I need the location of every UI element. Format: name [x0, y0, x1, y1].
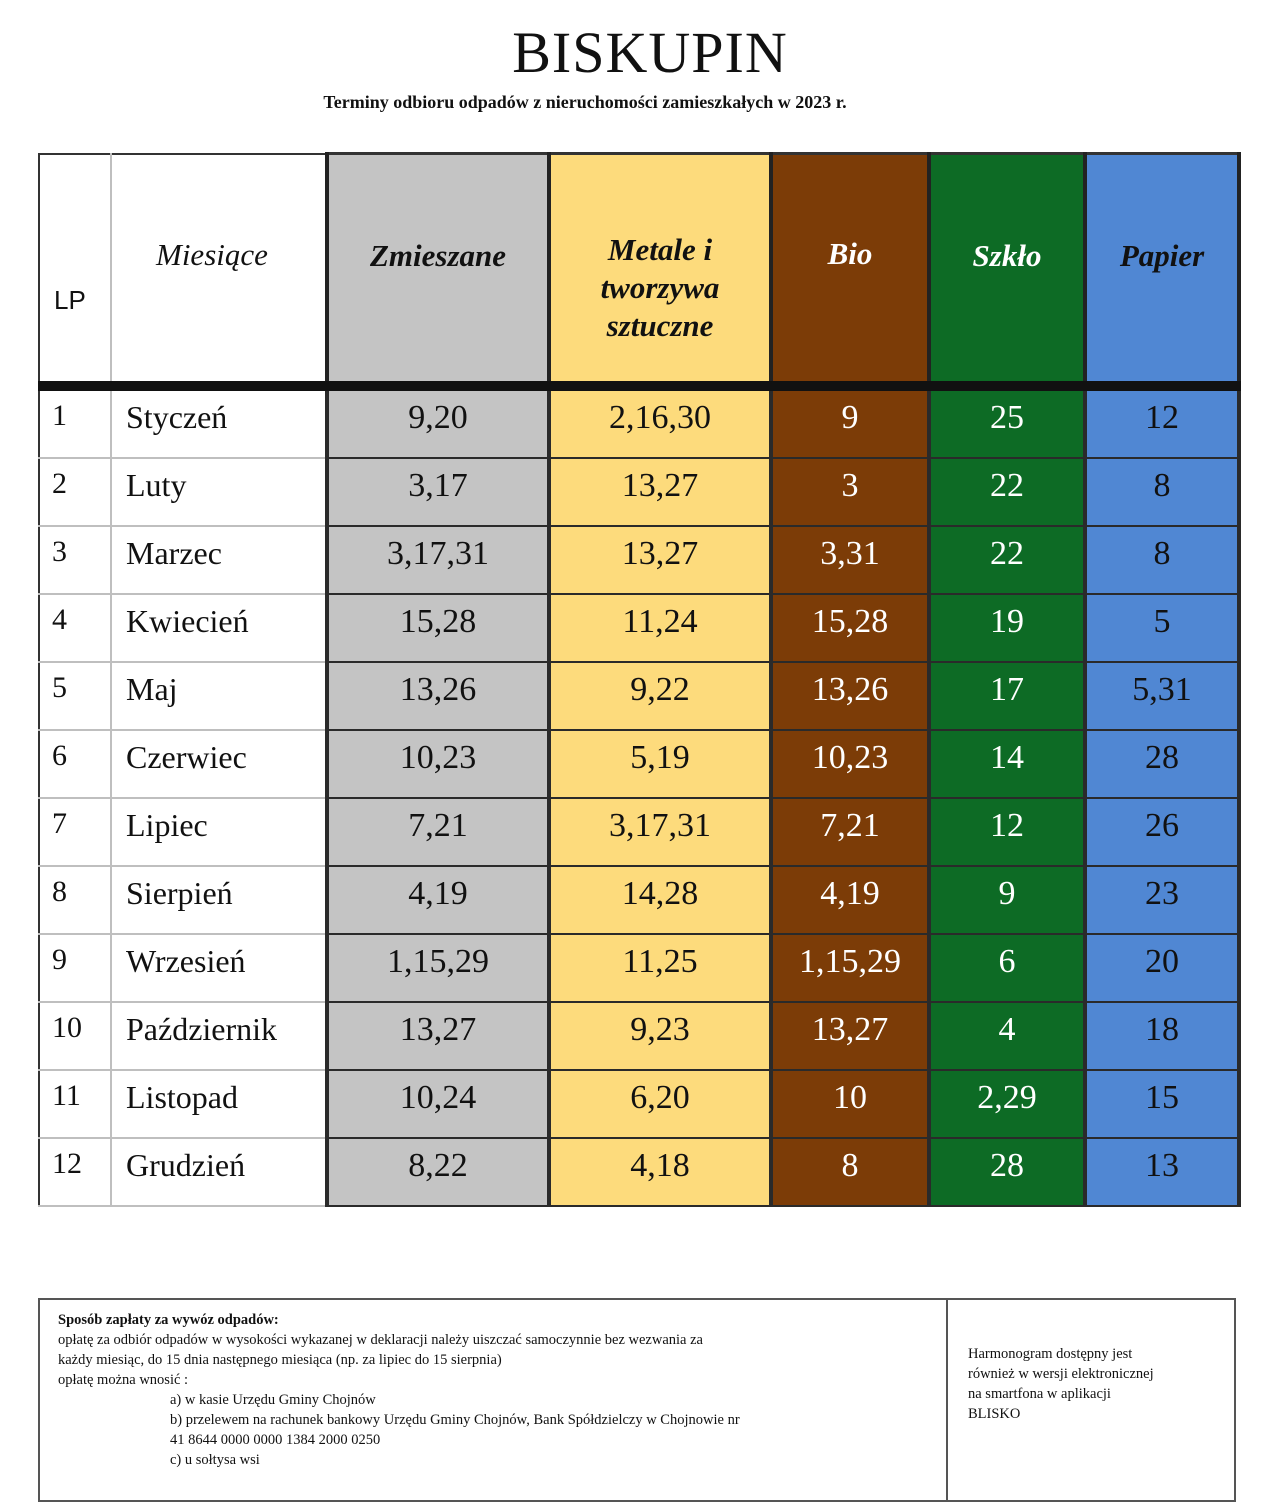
paper-value: 12: [1145, 399, 1179, 436]
mixed-cell: [327, 458, 549, 526]
mixed-value: 10,24: [399, 1079, 477, 1116]
header-metal-line1: Metale i: [607, 232, 713, 267]
glass-cell: [929, 1070, 1085, 1138]
metal-cell: [549, 386, 771, 458]
lp-cell: [39, 526, 111, 594]
paper-cell: [1085, 1002, 1239, 1070]
lp-value: 6: [52, 739, 67, 772]
paper-value: 13: [1145, 1147, 1179, 1184]
paper-cell: [1085, 934, 1239, 1002]
paper-value: 28: [1145, 739, 1179, 776]
table-row: [39, 1138, 1239, 1206]
lp-cell: [39, 594, 111, 662]
lp-value: 12: [52, 1147, 82, 1180]
glass-value: 22: [990, 535, 1024, 572]
mixed-cell: [327, 386, 549, 458]
month-value: Marzec: [126, 535, 222, 571]
glass-value: 17: [990, 671, 1024, 708]
mixed-value: 13,27: [399, 1011, 477, 1048]
metal-cell: [549, 1138, 771, 1206]
mixed-value: 15,28: [399, 603, 477, 640]
payment-line: opłatę za odbiór odpadów w wysokości wykazanej w deklaracji należy uiszczać samoczynnie bez wezwania za: [58, 1332, 703, 1348]
metal-cell: [549, 526, 771, 594]
note-line: Harmonogram dostępny jest: [968, 1346, 1133, 1362]
metal-value: 2,16,30: [609, 399, 711, 436]
table-row: [39, 798, 1239, 866]
month-cell: [111, 594, 327, 662]
glass-cell: [929, 798, 1085, 866]
paper-value: 26: [1145, 807, 1179, 844]
lp-cell: [39, 866, 111, 934]
metal-value: 13,27: [621, 535, 699, 572]
glass-value: 25: [990, 399, 1024, 436]
mixed-value: 9,20: [408, 399, 468, 436]
metal-value: 3,17,31: [609, 807, 711, 844]
mixed-cell: [327, 1138, 549, 1206]
payment-info: [40, 1300, 948, 1500]
lp-value: 9: [52, 943, 67, 976]
mixed-value: 3,17: [408, 467, 468, 504]
table-row: [39, 934, 1239, 1002]
bio-value: 3: [841, 467, 859, 504]
paper-cell: [1085, 866, 1239, 934]
lp-value: 5: [52, 671, 67, 704]
lp-value: 10: [52, 1011, 82, 1044]
lp-value: 3: [52, 535, 67, 568]
bio-cell: [771, 458, 929, 526]
bio-value: 1,15,29: [799, 943, 901, 980]
glass-cell: [929, 594, 1085, 662]
bio-cell: [771, 662, 929, 730]
metal-cell: [549, 1070, 771, 1138]
metal-cell: [549, 730, 771, 798]
glass-cell: [929, 866, 1085, 934]
header-month: Miesiące: [156, 236, 268, 272]
header-bio: Bio: [827, 236, 873, 271]
header-paper: Papier: [1119, 238, 1205, 273]
glass-value: 12: [990, 807, 1024, 844]
bio-value: 10,23: [811, 739, 889, 776]
document-title: BISKUPIN: [512, 20, 788, 85]
metal-value: 11,24: [622, 603, 698, 640]
month-cell: [111, 798, 327, 866]
month-value: Grudzień: [126, 1147, 246, 1183]
paper-value: 18: [1145, 1011, 1179, 1048]
month-cell: [111, 386, 327, 458]
mixed-cell: [327, 526, 549, 594]
info-box: [38, 1298, 1236, 1502]
lp-cell: [39, 662, 111, 730]
paper-value: 23: [1145, 875, 1179, 912]
bio-cell: [771, 594, 929, 662]
month-value: Listopad: [126, 1079, 238, 1115]
payment-title: Sposób zapłaty za wywóz odpadów:: [58, 1312, 279, 1328]
lp-cell: [39, 1138, 111, 1206]
payment-option-b: b) przelewem na rachunek bankowy Urzędu Gminy Chojnów, Bank Spółdzielczy w Chojnowie nr: [170, 1412, 740, 1428]
lp-value: 11: [52, 1079, 81, 1112]
month-value: Lipiec: [126, 807, 208, 843]
month-value: Wrzesień: [126, 943, 246, 979]
header-glass-cell: [929, 154, 1085, 387]
bio-cell: [771, 1138, 929, 1206]
metal-cell: [549, 934, 771, 1002]
paper-cell: [1085, 594, 1239, 662]
document-subtitle: Terminy odbioru odpadów z nieruchomości zamieszkałych w 2023 r.: [323, 92, 847, 112]
metal-cell: [549, 1002, 771, 1070]
note-line: BLISKO: [968, 1406, 1021, 1422]
mixed-cell: [327, 798, 549, 866]
mixed-value: 13,26: [399, 671, 477, 708]
bio-cell: [771, 1070, 929, 1138]
bio-value: 3,31: [820, 535, 880, 572]
bio-value: 10: [833, 1079, 867, 1116]
metal-cell: [549, 866, 771, 934]
glass-value: 22: [990, 467, 1024, 504]
glass-cell: [929, 662, 1085, 730]
paper-value: 8: [1153, 535, 1171, 572]
header-glass: Szkło: [972, 238, 1042, 273]
month-value: Sierpień: [126, 875, 233, 911]
month-cell: [111, 934, 327, 1002]
month-value: Październik: [126, 1011, 278, 1047]
mixed-value: 10,23: [399, 739, 477, 776]
mixed-cell: [327, 1070, 549, 1138]
header-metal-cell: [549, 154, 771, 387]
glass-cell: [929, 1138, 1085, 1206]
table-row: [39, 386, 1239, 458]
header-paper-cell: [1085, 154, 1239, 387]
bio-cell: [771, 730, 929, 798]
lp-value: 1: [52, 399, 67, 432]
glass-value: 4: [998, 1011, 1016, 1048]
payment-line: każdy miesiąc, do 15 dnia następnego miesiąca (np. za lipiec do 15 sierpnia): [58, 1352, 502, 1368]
glass-cell: [929, 526, 1085, 594]
bio-value: 13,27: [811, 1011, 889, 1048]
bio-cell: [771, 866, 929, 934]
lp-value: 8: [52, 875, 67, 908]
month-value: Styczeń: [126, 399, 228, 435]
paper-cell: [1085, 458, 1239, 526]
mixed-value: 8,22: [408, 1147, 468, 1184]
metal-cell: [549, 594, 771, 662]
bio-value: 8: [841, 1147, 859, 1184]
mixed-cell: [327, 730, 549, 798]
month-cell: [111, 1002, 327, 1070]
glass-value: 9: [998, 875, 1016, 912]
lp-cell: [39, 798, 111, 866]
bio-value: 4,19: [820, 875, 880, 912]
glass-value: 2,29: [977, 1079, 1037, 1116]
mixed-cell: [327, 1002, 549, 1070]
table-row: [39, 526, 1239, 594]
mixed-cell: [327, 934, 549, 1002]
paper-cell: [1085, 730, 1239, 798]
mixed-value: 4,19: [408, 875, 468, 912]
bio-value: 13,26: [811, 671, 889, 708]
lp-cell: [39, 934, 111, 1002]
month-cell: [111, 730, 327, 798]
glass-cell: [929, 730, 1085, 798]
lp-value: 2: [52, 467, 67, 500]
metal-cell: [549, 662, 771, 730]
table-row: [39, 866, 1239, 934]
table-row: [39, 594, 1239, 662]
header-bio-cell: [771, 154, 929, 387]
bio-value: 7,21: [820, 807, 880, 844]
payment-option-a: a) w kasie Urzędu Gminy Chojnów: [170, 1392, 376, 1408]
glass-value: 14: [990, 739, 1024, 776]
lp-cell: [39, 1070, 111, 1138]
month-cell: [111, 1070, 327, 1138]
collection-schedule-table: [38, 152, 1241, 1207]
month-value: Luty: [126, 467, 187, 503]
metal-value: 6,20: [630, 1079, 690, 1116]
paper-cell: [1085, 798, 1239, 866]
lp-cell: [39, 458, 111, 526]
lp-value: 4: [52, 603, 67, 636]
metal-value: 9,22: [630, 671, 690, 708]
table-row: [39, 1002, 1239, 1070]
month-cell: [111, 662, 327, 730]
paper-value: 5: [1153, 603, 1171, 640]
header-lp: LP: [54, 284, 86, 315]
month-value: Czerwiec: [126, 739, 247, 775]
table-row: [39, 730, 1239, 798]
paper-value: 15: [1145, 1079, 1179, 1116]
glass-cell: [929, 458, 1085, 526]
metal-value: 9,23: [630, 1011, 690, 1048]
month-cell: [111, 458, 327, 526]
header-lp-cell: [39, 154, 111, 387]
mixed-cell: [327, 594, 549, 662]
bank-account-number: 41 8644 0000 0000 1384 2000 0250: [170, 1432, 381, 1448]
lp-value: 7: [52, 807, 67, 840]
bio-cell: [771, 798, 929, 866]
month-value: Kwiecień: [126, 603, 249, 639]
metal-value: 14,28: [621, 875, 699, 912]
bio-value: 15,28: [811, 603, 889, 640]
note-line: również w wersji elektronicznej: [968, 1366, 1154, 1382]
glass-cell: [929, 934, 1085, 1002]
header-row: [39, 154, 1239, 387]
table-row: [39, 1070, 1239, 1138]
metal-value: 4,18: [630, 1147, 690, 1184]
lp-cell: [39, 386, 111, 458]
metal-value: 5,19: [630, 739, 690, 776]
paper-cell: [1085, 1070, 1239, 1138]
glass-value: 19: [990, 603, 1024, 640]
header-mixed: Zmieszane: [369, 238, 507, 273]
mixed-value: 7,21: [408, 807, 468, 844]
paper-value: 20: [1145, 943, 1179, 980]
table-row: [39, 458, 1239, 526]
lp-cell: [39, 1002, 111, 1070]
glass-value: 6: [998, 943, 1016, 980]
app-availability-note: [968, 1344, 1230, 1424]
payment-line: opłatę można wnosić :: [58, 1372, 189, 1388]
paper-cell: [1085, 386, 1239, 458]
mixed-cell: [327, 866, 549, 934]
metal-cell: [549, 458, 771, 526]
paper-cell: [1085, 526, 1239, 594]
month-cell: [111, 526, 327, 594]
header-metal-line2: tworzywa: [600, 270, 720, 305]
table-row: [39, 662, 1239, 730]
month-cell: [111, 1138, 327, 1206]
bio-cell: [771, 526, 929, 594]
mixed-value: 3,17,31: [387, 535, 489, 572]
glass-value: 28: [990, 1147, 1024, 1184]
month-cell: [111, 866, 327, 934]
note-line: na smartfona w aplikacji: [968, 1386, 1111, 1402]
header-metal-line3: sztuczne: [606, 308, 714, 343]
bio-cell: [771, 1002, 929, 1070]
paper-cell: [1085, 662, 1239, 730]
mixed-value: 1,15,29: [387, 943, 489, 980]
paper-value: 5,31: [1132, 671, 1192, 708]
lp-cell: [39, 730, 111, 798]
payment-option-c: c) u sołtysa wsi: [170, 1452, 260, 1468]
month-value: Maj: [126, 671, 178, 707]
metal-value: 11,25: [622, 943, 698, 980]
bio-value: 9: [841, 399, 859, 436]
mixed-cell: [327, 662, 549, 730]
glass-cell: [929, 1002, 1085, 1070]
header-mixed-cell: [327, 154, 549, 387]
paper-cell: [1085, 1138, 1239, 1206]
bio-cell: [771, 386, 929, 458]
bio-cell: [771, 934, 929, 1002]
paper-value: 8: [1153, 467, 1171, 504]
metal-value: 13,27: [621, 467, 699, 504]
metal-cell: [549, 798, 771, 866]
header-month-cell: [111, 154, 327, 387]
glass-cell: [929, 386, 1085, 458]
